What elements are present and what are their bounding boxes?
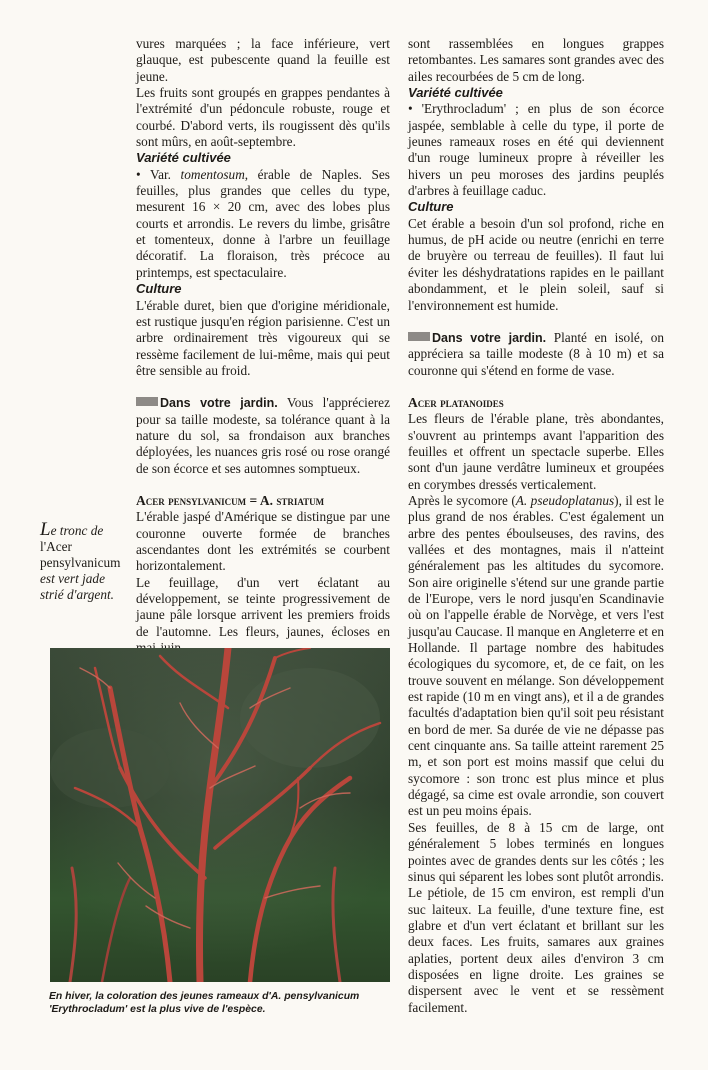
- culture-paragraph: Cet érable a besoin d'un sol profond, riche en humus, de pH acide ou neutre (enrichi en terre de bruyère ou terreau de feuilles). Il faut lui éviter les déshydratations rapides en le paillant abondamment, et le plein soleil, sauf si l'environnement est humide.: [408, 215, 664, 313]
- paragraph: sont rassemblées en longues grappes retombantes. Les samares sont grandes avec des ailes recourbées de 5 cm de long.: [408, 36, 664, 84]
- species-heading: Acer platanoides: [408, 394, 504, 410]
- garden-paragraph: [408, 330, 664, 379]
- square-marker-icon: [136, 397, 158, 406]
- middle-column: [136, 36, 390, 656]
- culture-heading: Culture: [136, 281, 182, 297]
- garden-lead: Dans votre jardin.: [432, 330, 547, 345]
- caption-text: pensylvanicum: [281, 991, 360, 1002]
- garden-paragraph: [136, 395, 390, 477]
- garden-text: Vous l'apprécierez pour sa taille modeste, sa tolérance quant à la nature du sol, sa frondaison aux branches déployées, les nuances gris rosé ou rose orangé de son écorce et ses automnes somptueux.: [136, 395, 390, 476]
- species-text: Après le sycomore (: [408, 492, 516, 508]
- species-heading: Acer pensylvanicum = A. striatum: [136, 492, 325, 508]
- species-paragraph: Les fleurs de l'érable plane, très abondantes, s'ouvrent au printemps avant l'apparition des feuilles et offrent un spectacle superbe. Elles sont d'un jaune verdâtre lumineux et groupées en corymbes dressés verticalement.: [408, 411, 664, 492]
- paragraph: vures marquées ; la face inférieure, vert glauque, est pubescente quand la feuille est jeune.: [136, 36, 390, 84]
- drop-letter: L: [40, 519, 51, 540]
- culture-heading: Culture: [408, 199, 454, 215]
- side-caption-text: e tronc: [50, 523, 88, 538]
- photo-caption: [49, 991, 395, 1016]
- culture-paragraph: L'érable duret, bien que d'origine méridionale, est rustique jusqu'en région parisienne. C'est un arbre ordinairement très vigoureux qui se ressème facilement de lui-même, mais qui peut être sensible au froid.: [136, 297, 390, 378]
- caption-text: est la plus vive de l'espèce.: [127, 1003, 266, 1015]
- garden-lead: Dans votre jardin.: [160, 396, 278, 411]
- caption-text: En hiver, la coloration des jeunes rameaux d': [49, 991, 271, 1002]
- caption-cultivar: 'Erythrocladum': [49, 1003, 128, 1015]
- variety-heading: Variété cultivée: [408, 85, 503, 101]
- side-caption-text: de: [90, 523, 104, 538]
- species-text: ), il est le plus grand de nos érables. C'est également un arbre des pentes éboulseuses, des ravins, des vallées et des montagnes, mais il n'atteint généralement pas les altitudes du sycomore. Son aire originelle s'étend sur une grande partie de l'Europe, vers le nord jusqu'en Scandinavie où on l'appelle érable de Norvège, et vers l'est jusqu'au Caucase. Il manque en Angleterre et en Hollande. Il partage nombre des habitudes écologiques du sycomore, et, de ce fait, on les trouve souvent en mélange. Son développement est rapide (10 m en vingt ans), et il a de grandes facultés d'adaptation bien qu'il soit peu résistant en bord de mer. Sa durée de vie ne dépasse pas cent cinquante ans. Sa taille atteint rarement 25 m, et son port est moins massif que celui du sycomore : son tronc est plus mince et plus dégagé, sa cime est ovale arrondie, son couvert est un peu moins épais.: [408, 492, 665, 819]
- variety-heading: Variété cultivée: [136, 150, 231, 166]
- species-paragraph: Le feuillage, d'un vert éclatant au développement, se teinte progressivement de jaune pâle lorsque arrivent les premiers froids de l'automne. Les fleurs, jaunes, écloses en: [136, 574, 390, 639]
- side-caption: [40, 519, 121, 603]
- side-caption-text: est vert jade strié d'argent.: [40, 571, 115, 602]
- species-paragraph: Ses feuilles, de 8 à 15 cm de large, ont généralement 5 lobes terminés en longues pointes avec de grandes dents sur les côtés ; les sinus qui séparent les lobes sont plutôt arrondis. Le pétiole, de 15 cm environ, est rempli d'un suc laiteux. La feuille, d'une texture fine, est glabre et d'un vert éclatant et brillant sur les deux faces. Les fruits, samares aux graines aplaties, portent deux ailes d'environ 3 cm disposées en ligne droite. Les graines se dispersent avec le vent et se ressèment facilement.: [408, 819, 664, 1015]
- species-name: A. pseudoplatanus: [515, 492, 615, 508]
- right-column: [408, 36, 664, 1016]
- red-branches-image: [50, 648, 390, 982]
- garden-text: Planté en isolé, on appréciera sa taille modeste (8 à 10 m) et sa couronne qui s'étend en forme de vase.: [408, 329, 664, 378]
- square-marker-icon: [408, 332, 430, 341]
- variety-name: tomentosum: [180, 166, 245, 182]
- side-caption-species: l'Acer pensylvanicum: [40, 539, 121, 570]
- variety-paragraph: • 'Erythrocladum' ; en plus de son écorce jaspée, semblable à celle du type, il porte de jeunes rameaux roses en été qui deviennent d'un rouge lumineux propre à réveiller les hivers un peu moroses des jardins peuplés d'arbres à feuillage caduc.: [408, 101, 664, 199]
- tree-photo: [50, 648, 390, 982]
- bullet-text: • Var.: [136, 166, 181, 182]
- caption-text: A.: [270, 991, 282, 1002]
- paragraph: Les fruits sont groupés en grappes pendantes à l'extrémité d'un pédoncule robuste, rouge et courbé. D'abord verts, ils rougissent dès qu'ils sont mûrs, en août-septembre.: [136, 85, 390, 150]
- variety-paragraph: [136, 167, 390, 281]
- variety-text: , érable de Naples. Ses feuilles, plus grandes que celles du type, mesurent 16 × 20 cm, avec des lobes plus courts et arrondis. Le revers du limbe, grisâtre et tomenteux, donne à l'arbre un feuillage décoratif. La floraison, très précoce au printemps, est spectaculaire.: [136, 166, 390, 280]
- species-paragraph: L'érable jaspé d'Amérique se distingue par une couronne ouverte formée de branches ascendantes dont les extrémités se courbent horizontalement.: [136, 509, 390, 574]
- species-paragraph: [408, 493, 664, 820]
